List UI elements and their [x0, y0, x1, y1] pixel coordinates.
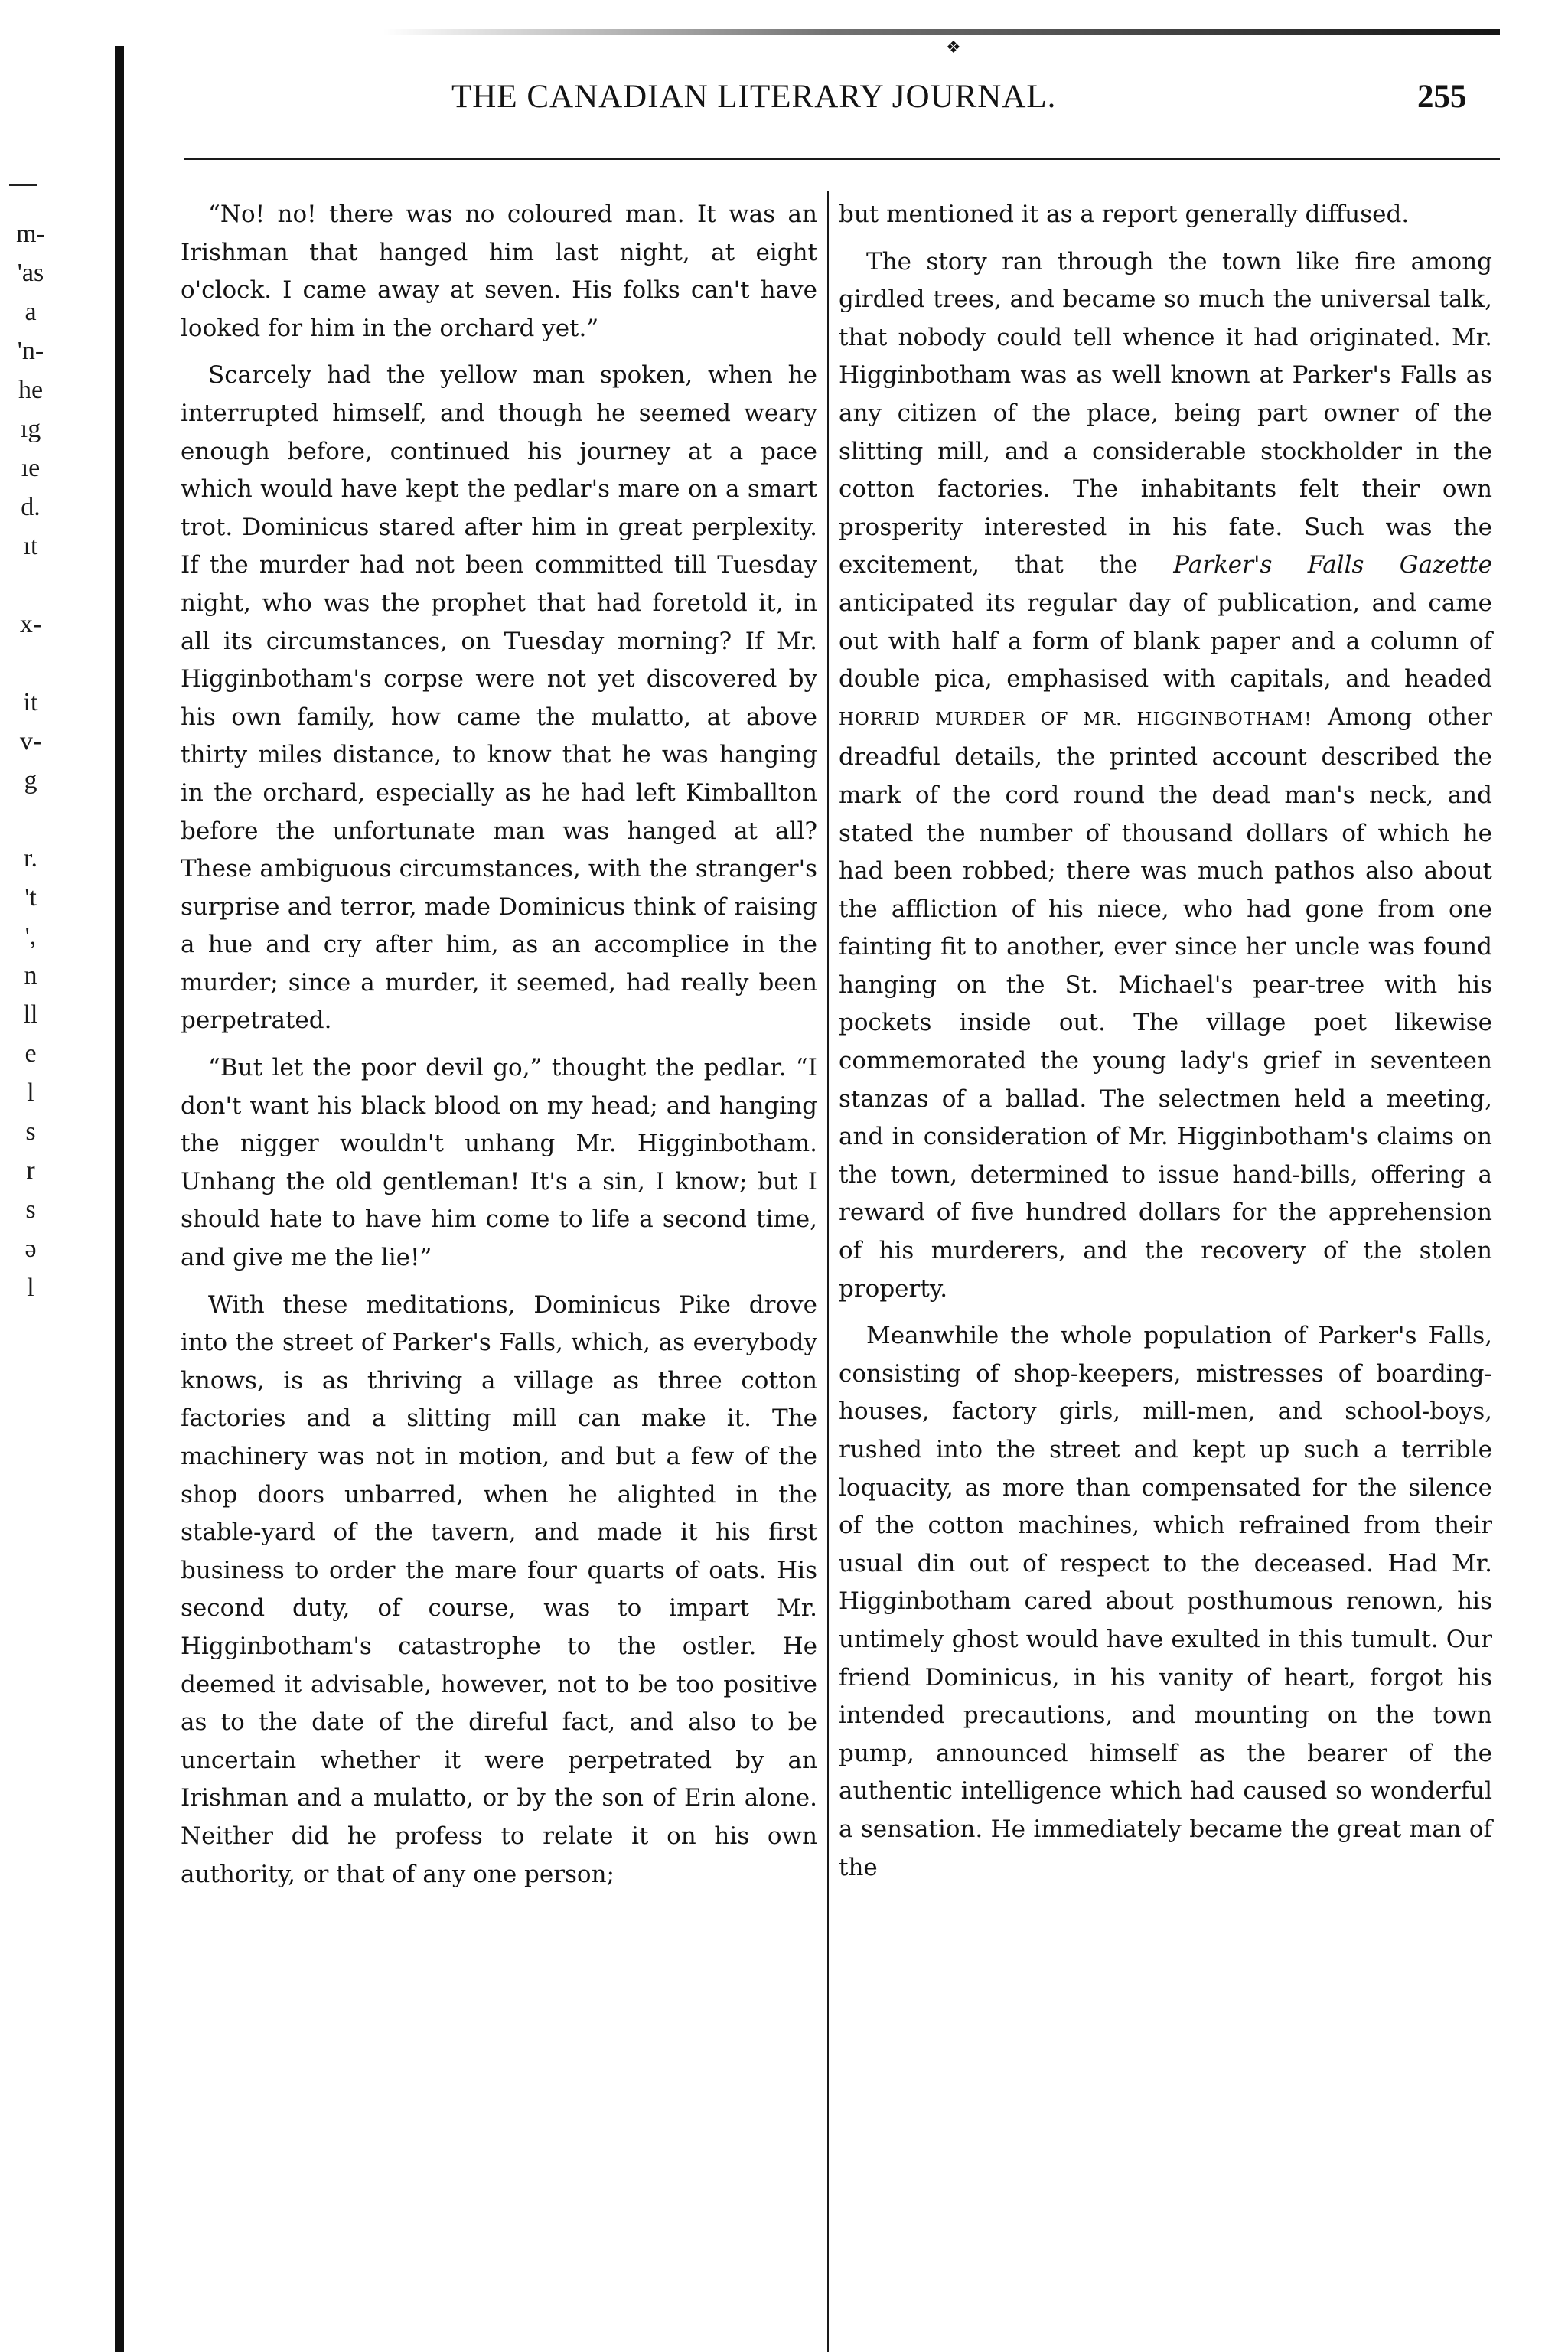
bleed-fragment: ə: [24, 1235, 37, 1263]
bleed-fragment: 't: [24, 883, 37, 912]
header-divider: [184, 158, 1500, 160]
paragraph: Meanwhile the whole population of Parker's Falls, consisting of shop-keepers, mistresses of boarding-houses, factory girls, mill-men, and school-boys, rushed into the street and kept up such a terrible loquacity, as more than compensated for the silence of the cotton machines, which refrained from their usual din out of respect to the deceased. Had Mr. Higginbotham cared about posthumous renown, his untimely ghost would have exulted in this tumult. Our friend Dominicus, in his vanity of heart, forgot his intended precautions, and mounting on the town pump, announced himself as the bearer of the authentic intelligence which had caused so wonderful a sensation. He immediately became the great man of the: [839, 1322, 1492, 1881]
bleed-fragment: s: [25, 1117, 36, 1146]
bleed-fragment: ıe: [21, 454, 41, 482]
bleed-fragment: [0, 800, 61, 839]
page-number: 255: [1417, 79, 1467, 115]
paragraph-text: The story ran through the town like fire among girdled trees, and became so much the universal talk, that nobody could tell whence it had originated. Mr. Higginbotham was as well known at Parker's Falls as any citizen of the place, being part owner of the slitting mill, and a considerable stockholder in the cotton factories. The inhabitants felt their own prosperity interested in his fate. Such was the excitement, that the: [839, 247, 1492, 579]
gutter-shadow-rule: [115, 46, 124, 2352]
paragraph-continuation: but mentioned it as a report generally diffused.: [839, 201, 1410, 228]
paragraph: [839, 243, 1492, 1309]
paragraph: With these meditations, Dominicus Pike drove into the street of Parker's Falls, which, as everybody knows, is as thriving a village as three cotton factories and a slitting mill can make it. The machinery was not in motion, and but a few of the shop doors unbarred, when he alighted in the stable-yard of the tavern, and made it his first business to order the mare four quarts of oats. His second duty, of course, was to impart Mr. Higginbotham's catastrophe to the ostler. He deemed it advisable, however, not to be too positive as to the date of the direful fact, and also to be uncertain whether it were perpetrated by an Irishman and a mulatto, or by the son of Erin alone. Neither did he profess to relate it on his own authority, or that of any one person;: [181, 1290, 817, 1888]
top-edge-rule: [383, 29, 1500, 35]
bleed-fragment: ıt: [23, 532, 38, 560]
bleed-fragment: it: [23, 688, 38, 716]
bleed-fragment: n: [24, 961, 37, 990]
bleed-fragment: [0, 644, 61, 683]
paragraph: “But let the poor devil go,” thought the pedlar. “I don't want his black blood on my head; and hanging the nigger wouldn't unhang Mr. Higginbotham. Unhang the old gentleman! It's a sin, I know; but I should hate to have him come to life a second time, and give me the lie!”: [181, 1054, 817, 1272]
bleed-fragment: ıg: [20, 415, 41, 443]
paragraph: “No! no! there was no coloured man. It was an Irishman that hanged him last night, at eight o'clock. I came away at seven. His folks can't have looked for him in the orchard yet.”: [181, 201, 817, 342]
bleed-fragment: v-: [19, 727, 42, 755]
left-column: [181, 196, 817, 1894]
bleed-fragment: x-: [19, 610, 42, 638]
headline-small-caps: HORRID MURDER OF MR. HIGGINBOTHAM!: [839, 709, 1312, 729]
bleed-fragment: s: [25, 1196, 36, 1224]
bleed-fragment: r: [26, 1156, 35, 1185]
bleed-fragment: r.: [24, 844, 37, 873]
right-column: [839, 196, 1492, 1887]
bleed-fragment: 'n-: [17, 337, 44, 365]
bleed-fragment: ll: [23, 1000, 38, 1029]
newspaper-title: Parker's Falls Gazette: [1173, 551, 1492, 579]
bleed-fragment: e: [24, 1039, 37, 1068]
column-divider: [827, 191, 829, 2352]
bleed-dash: [9, 184, 37, 186]
bleed-fragment: a: [24, 298, 37, 326]
bleed-fragment: ',: [24, 922, 37, 951]
bleed-fragment: [0, 566, 61, 605]
bleed-fragment: l: [27, 1078, 34, 1107]
paragraph-text: anticipated its regular day of publication, and came out with half a form of blank paper and a column of double pica, emphasised with capitals, and headed: [839, 589, 1492, 693]
bleed-fragment: he: [18, 376, 44, 404]
bleed-fragment: l: [27, 1274, 34, 1302]
bleed-fragment: g: [24, 766, 37, 794]
facing-page-bleed-through: [0, 214, 61, 1307]
paragraph-text: Among other dreadful details, the printed account described the mark of the cord round the dead man's neck, and stated the number of thousand dollars of which he had been robbed; there was much pathos also about the affliction of his niece, who had gone from one fainting fit to another, ever since her uncle was found hanging on the St. Michael's pear-tree with his pockets inside out. The village poet likewise commemorated the young lady's grief in seventeen stanzas of a ballad. The selectmen held a meeting, and in consideration of Mr. Higginbotham's claims on the town, determined to issue hand-bills, offering a reward of five hundred dollars for the apprehension of his murderers, and the recovery of the stolen property.: [839, 703, 1493, 1303]
bleed-fragment: 'as: [17, 259, 44, 287]
paragraph: Scarcely had the yellow man spoken, when he interrupted himself, and though he seemed weary enough before, continued his journey at a pace which would have kept the pedlar's mare on a smart trot. Dominicus stared after him in great perplexity. If the murder had not been committed till Tuesday night, who was the prophet that had foretold it, in all its circumstances, on Tuesday morning? If Mr. Higginbotham's corpse were not yet discovered by his own family, how came the mulatto, at above thirty miles distance, to know that he was hanging in the orchard, especially as he had left Kimballton before the unfortunate man was hanged at all? These ambiguous circumstances, with the stranger's surprise and terror, made Dominicus think of raising a hue and cry after him, as an accomplice in the murder; since a murder, it seemed, had really been perpetrated.: [181, 361, 817, 1035]
bleed-fragment: m-: [16, 220, 45, 248]
bleed-fragment: d.: [21, 493, 41, 521]
ornament-icon: ❖: [946, 38, 961, 57]
running-header-title: THE CANADIAN LITERARY JOURNAL.: [451, 79, 1057, 115]
